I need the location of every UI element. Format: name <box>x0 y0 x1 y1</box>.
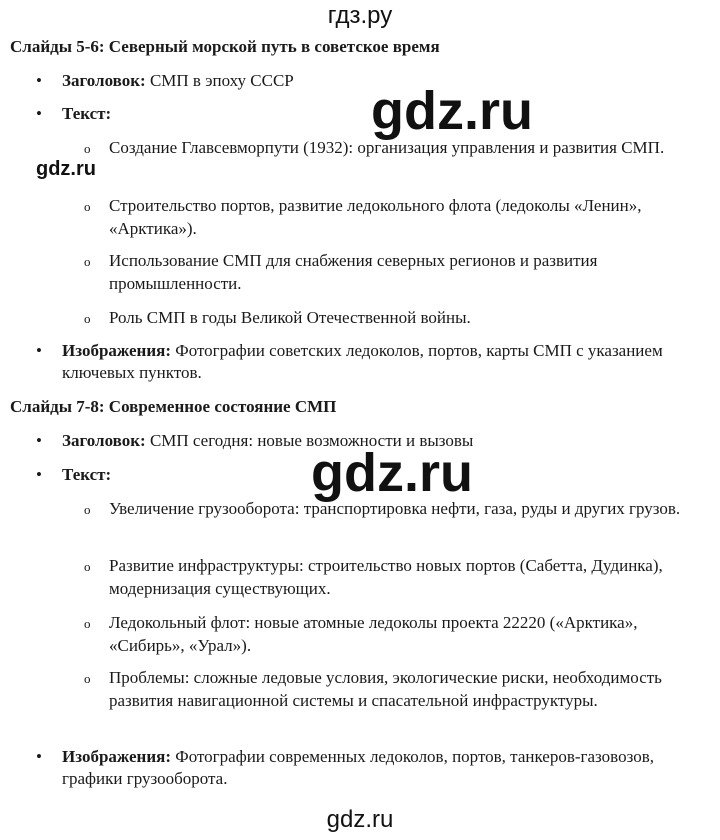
circle-bullet: o <box>84 616 91 631</box>
title-label: Заголовок: <box>62 71 146 90</box>
list-item <box>84 666 704 712</box>
list-item <box>84 611 704 657</box>
images-label: Изображения: <box>62 747 172 766</box>
watermark-small: gdz.ru <box>36 158 96 180</box>
list-item-text: Создание Главсевморпути (1932): организация управления и развития СМП. <box>109 138 665 157</box>
list-item <box>84 136 704 159</box>
bullet-dot: • <box>36 465 42 484</box>
circle-bullet: o <box>84 254 91 269</box>
circle-bullet: o <box>84 199 91 214</box>
section2-heading: Слайды 7-8: Современное состояние СМП <box>10 397 337 416</box>
list-item-text: Развитие инфраструктуры: строительство новых портов (Сабетта, Дудинка), модернизация существующих. <box>109 556 663 598</box>
watermark-bottom: gdz.ru <box>326 806 394 833</box>
section2-images-bullet <box>36 746 702 790</box>
circle-bullet: o <box>84 502 91 517</box>
list-item <box>84 306 704 329</box>
circle-bullet: o <box>84 141 91 156</box>
circle-bullet: o <box>84 671 91 686</box>
watermark-large-2: gdz.ru <box>311 443 473 503</box>
bullet-dot: • <box>36 747 42 766</box>
bullet-dot: • <box>36 71 42 90</box>
title-label: Заголовок: <box>62 431 146 450</box>
list-item <box>84 554 704 600</box>
list-item-text: Роль СМП в годы Великой Отечественной войны. <box>109 308 471 327</box>
list-item-text: Использование СМП для снабжения северных регионов и развития промышленности. <box>109 251 598 293</box>
title-value: СМП в эпоху СССР <box>145 71 294 90</box>
images-label: Изображения: <box>62 341 172 360</box>
section1-images-bullet <box>36 340 702 384</box>
bullet-dot: • <box>36 431 42 450</box>
text-label: Текст: <box>62 104 112 123</box>
images-value: Фотографии современных ледоколов, портов, танкеров-газовозов, графики грузооборота. <box>62 747 654 788</box>
bullet-dot: • <box>36 341 42 360</box>
bullet-dot: • <box>36 104 42 123</box>
watermark-large-1: gdz.ru <box>371 81 533 141</box>
circle-bullet: o <box>84 311 91 326</box>
text-label: Текст: <box>62 465 112 484</box>
circle-bullet: o <box>84 559 91 574</box>
images-value: Фотографии советских ледоколов, портов, карты СМП с указанием ключевых пунктов. <box>62 341 663 382</box>
section1-heading: Слайды 5-6: Северный морской путь в советское время <box>10 37 440 56</box>
list-item-text: Ледокольный флот: новые атомные ледоколы проекта 22220 («Арктика», «Сибирь», «Урал»). <box>109 613 638 655</box>
list-item-text: Проблемы: сложные ледовые условия, экологические риски, необходимость развития навигационной системы и спасательной инфраструктуры. <box>109 668 662 710</box>
list-item <box>84 497 704 520</box>
title-value: СМП сегодня: новые возможности и вызовы <box>145 431 474 450</box>
list-item <box>84 194 704 240</box>
watermark-top: гдз.ру <box>327 2 393 29</box>
list-item-text: Строительство портов, развитие ледокольного флота (ледоколы «Ленин», «Арктика»). <box>109 196 642 238</box>
list-item <box>84 249 704 295</box>
list-item-text: Увеличение грузооборота: транспортировка нефти, газа, руды и других грузов. <box>109 499 681 518</box>
